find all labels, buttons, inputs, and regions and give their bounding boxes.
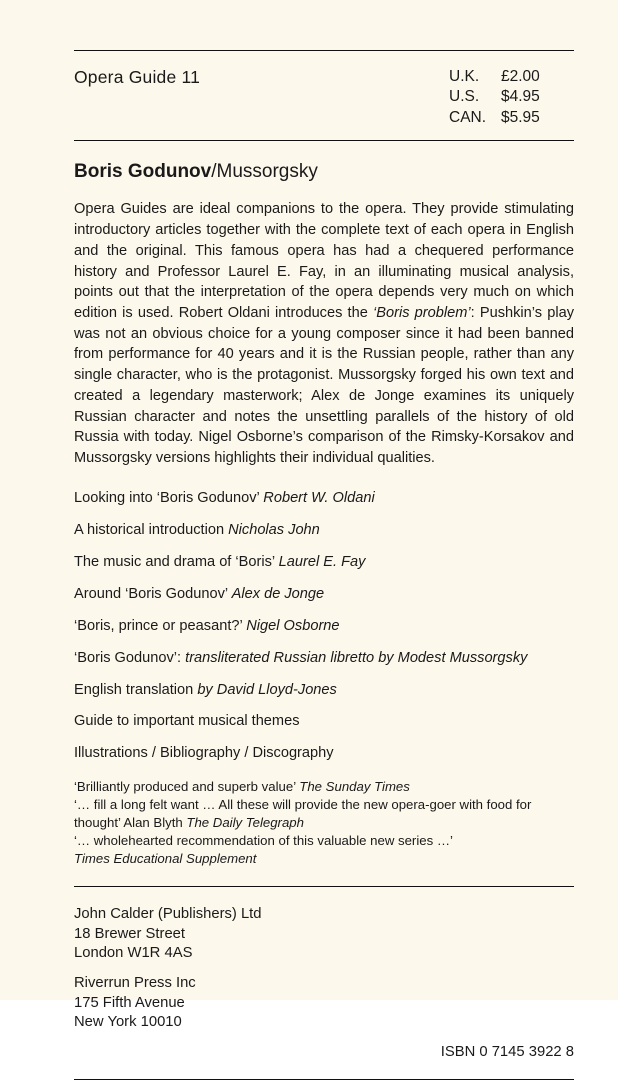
quote-line: [74, 779, 574, 796]
work-title-separator: /: [211, 161, 217, 183]
contents-author: by David Lloyd-Jones: [197, 681, 337, 698]
cover-content: [74, 50, 574, 1080]
quote-source: The Daily Telegraph: [186, 815, 304, 831]
contents-title: Around ‘Boris Godunov’: [74, 585, 232, 602]
divider-under-header: [74, 140, 574, 141]
contents-title: ‘Boris Godunov’:: [74, 649, 186, 666]
quote-text: thought’ Alan Blyth: [74, 815, 187, 831]
list-item: [74, 585, 574, 604]
quote-line: [74, 797, 574, 814]
publisher-name: Riverrun Press Inc: [74, 974, 196, 991]
quote-line: [74, 815, 574, 832]
publisher-calder: [74, 905, 574, 964]
contents-author: Robert W. Oldani: [263, 489, 375, 506]
contents-title: Guide to important musical themes: [74, 713, 300, 730]
publisher-name: John Calder (Publishers) Ltd: [74, 905, 262, 922]
list-item: [74, 617, 574, 636]
contents-author: transliterated Russian libretto by Modest Mussorgsky: [185, 649, 528, 666]
contents-title: Illustrations / Bibliography / Discography: [74, 745, 334, 762]
list-item: [74, 521, 574, 540]
header: [74, 51, 574, 140]
quote-line: [74, 851, 574, 868]
list-item: [74, 489, 574, 508]
isbn-row: [74, 1043, 574, 1063]
divider-bottom: [74, 1079, 574, 1080]
press-quotes: [74, 779, 574, 867]
publisher-block: [74, 887, 574, 1077]
list-item: [74, 681, 574, 700]
price-value-can: $5.95: [501, 108, 540, 126]
price-row-can: [449, 108, 574, 128]
publisher-city: New York 10010: [74, 1014, 182, 1031]
price-value-us: $4.95: [501, 88, 540, 106]
work-title-main: Boris Godunov: [74, 161, 212, 183]
price-currency-us: U.S.: [449, 88, 480, 106]
publisher-riverrun: [74, 974, 574, 1033]
work-title-composer: Mussorgsky: [216, 161, 318, 183]
work-title: [74, 161, 574, 183]
quote-line: [74, 833, 574, 850]
price-currency-uk: U.K.: [449, 68, 480, 85]
quote-text: ‘… fill a long felt want … All these will provide the new opera-goer with food for: [74, 797, 532, 813]
list-item: [74, 553, 574, 572]
quote-text: ‘… wholehearted recommendation of this valuable new series …’: [74, 833, 453, 849]
publisher-city: London W1R 4AS: [74, 945, 193, 962]
price-row-uk: [449, 67, 574, 87]
contents-author: Nigel Osborne: [246, 617, 340, 634]
price-value-uk: £2.00: [501, 68, 540, 85]
publisher-street: 175 Fifth Avenue: [74, 994, 185, 1011]
contents-author: Laurel E. Fay: [278, 553, 366, 570]
price-row-us: [449, 87, 574, 107]
contents-title: A historical introduction: [74, 521, 229, 538]
publisher-street: 18 Brewer Street: [74, 925, 186, 942]
series-title: Opera Guide 11: [74, 67, 201, 87]
quote-text: ‘Brilliantly produced and superb value’: [74, 779, 300, 795]
contents-title: ‘Boris, prince or peasant?’: [74, 617, 247, 634]
quote-source: Times Educational Supplement: [74, 850, 257, 866]
list-item: [74, 744, 574, 763]
price-list: [449, 67, 574, 128]
price-currency-can: CAN.: [449, 108, 487, 126]
contents-author: Nicholas John: [228, 521, 320, 538]
contents-title: English translation: [74, 681, 198, 698]
contents-title: Looking into ‘Boris Godunov’: [74, 489, 264, 506]
quote-source: The Sunday Times: [299, 779, 410, 795]
list-item: [74, 649, 574, 668]
contents-title: The music and drama of ‘Boris’: [74, 553, 279, 570]
contents-author: Alex de Jonge: [231, 585, 325, 602]
contents-list: [74, 489, 574, 764]
blurb-paragraph: Opera Guides are ideal companions to the opera. They provide stimulating introductory articles together with the complete text of each opera in English and the original. This famous opera has had a chequered performance history and Professor Laurel E. Fay, in an illuminating musical analysis, points out that the interpretation of the opera depends very much on which edition is used. Robert Oldani introduces the ‘Boris problem’: Pushkin’s play was not an obvious choice for a young composer since it had been banned from performance for 40 years and it is the Russian people, rather than any single character, who is the protagonist. Mussorgsky forged his own text and created a legendary masterwork; Alex de Jonge examines its uniquely Russian character and notes the unsettling parallels of the history of old Russia with today. Nigel Osborne’s comparison of the Rimsky-Korsakov and Mussorgsky versions highlights their individual qualities.: [74, 201, 574, 466]
list-item: [74, 712, 574, 731]
isbn-value: ISBN 0 7145 3922 8: [440, 1043, 574, 1060]
